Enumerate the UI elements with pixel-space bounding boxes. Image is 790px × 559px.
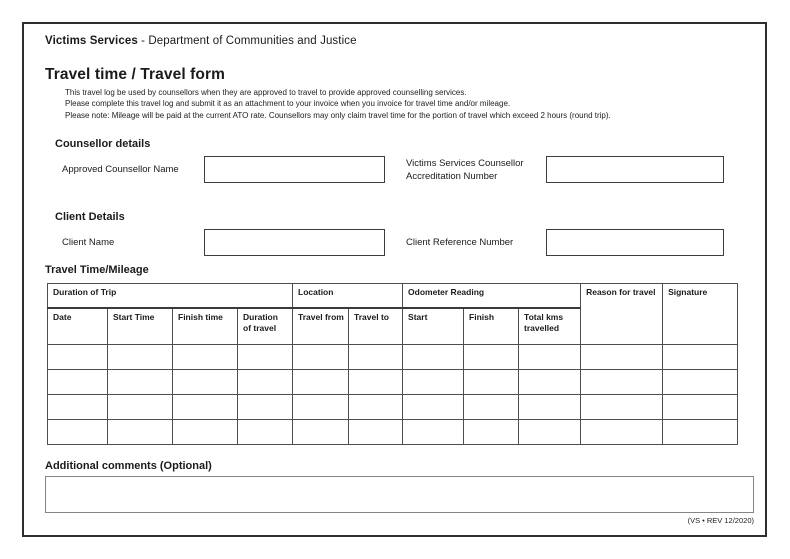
- travel-table-cell[interactable]: [519, 370, 581, 395]
- client-name-field[interactable]: [204, 229, 385, 256]
- travel-table-cell[interactable]: [663, 370, 738, 395]
- approved-counsellor-name-field[interactable]: [204, 156, 385, 183]
- revision-tag: (VS • REV 12/2020): [687, 516, 754, 526]
- travel-table-cell[interactable]: [349, 345, 403, 370]
- approved-counsellor-name-label: Approved Counsellor Name: [62, 164, 179, 176]
- travel-time-mileage-heading: Travel Time/Mileage: [45, 264, 149, 277]
- travel-table-cell[interactable]: [663, 345, 738, 370]
- column-travel-from: Travel from: [293, 308, 349, 345]
- client-details-section: [45, 211, 751, 256]
- travel-table-cell[interactable]: [108, 395, 173, 420]
- column-total-kms-travelled: Total kms travelled: [519, 308, 581, 345]
- column-finish-time: Finish time: [173, 308, 238, 345]
- travel-table-empty-row: [48, 345, 738, 370]
- travel-table-cell[interactable]: [581, 395, 663, 420]
- accreditation-label-line2: Accreditation Number: [406, 170, 498, 182]
- travel-table-cell[interactable]: [238, 420, 293, 445]
- column-group-duration-of-trip: Duration of Trip: [48, 284, 293, 308]
- travel-table-cell[interactable]: [464, 370, 519, 395]
- column-signature: Signature: [663, 284, 738, 345]
- travel-table-cell[interactable]: [238, 370, 293, 395]
- travel-time-mileage-section: [45, 264, 751, 445]
- form-page: [22, 22, 767, 537]
- travel-table-cell[interactable]: [519, 395, 581, 420]
- travel-table-cell[interactable]: [519, 420, 581, 445]
- instruction-line: Please complete this travel log and submit it as an attachment to your invoice when you invoice for travel time and/or mileage.: [65, 99, 511, 109]
- travel-table-cell[interactable]: [403, 420, 464, 445]
- travel-table-cell[interactable]: [108, 370, 173, 395]
- travel-table-cell[interactable]: [238, 345, 293, 370]
- travel-table-cell[interactable]: [238, 395, 293, 420]
- travel-table-cell[interactable]: [173, 420, 238, 445]
- counsellor-details-heading: Counsellor details: [55, 138, 151, 151]
- travel-table-cell[interactable]: [581, 370, 663, 395]
- travel-table-cell[interactable]: [173, 345, 238, 370]
- travel-table-cell[interactable]: [108, 420, 173, 445]
- travel-table-cell[interactable]: [108, 345, 173, 370]
- travel-table-cell[interactable]: [403, 370, 464, 395]
- counsellor-details-section: [45, 138, 751, 183]
- column-odometer-start: Start: [403, 308, 464, 345]
- travel-table-cell[interactable]: [293, 420, 349, 445]
- additional-comments-heading: Additional comments (Optional): [45, 460, 212, 473]
- instruction-line: This travel log be used by counsellors when they are approved to travel to provide approved counselling services.: [65, 88, 467, 97]
- travel-table-cell[interactable]: [293, 370, 349, 395]
- travel-table-empty-row: [48, 420, 738, 445]
- travel-table-cell[interactable]: [464, 345, 519, 370]
- org-name: Victims Services: [45, 35, 138, 47]
- travel-table-cell[interactable]: [581, 345, 663, 370]
- travel-table-cell[interactable]: [173, 395, 238, 420]
- column-odometer-finish: Finish: [464, 308, 519, 345]
- travel-table-cell[interactable]: [48, 420, 108, 445]
- accreditation-number-field[interactable]: [546, 156, 724, 183]
- instruction-line: Please note: Mileage will be paid at the current ATO rate. Counsellors may only claim travel time for the portion of travel which exceed 2 hours (round trip).: [65, 110, 611, 120]
- travel-table-cell[interactable]: [663, 395, 738, 420]
- travel-table-cell[interactable]: [349, 420, 403, 445]
- travel-table-cell[interactable]: [48, 395, 108, 420]
- column-group-odometer-reading: Odometer Reading: [403, 284, 581, 308]
- column-date: Date: [48, 308, 108, 345]
- client-reference-number-field[interactable]: [546, 229, 724, 256]
- travel-table-empty-row: [48, 370, 738, 395]
- travel-table-cell[interactable]: [519, 345, 581, 370]
- page-title: Travel time / Travel form: [45, 66, 225, 83]
- column-start-time: Start Time: [108, 308, 173, 345]
- travel-table-cell[interactable]: [663, 420, 738, 445]
- travel-table-cell[interactable]: [464, 420, 519, 445]
- travel-table-cell[interactable]: [464, 395, 519, 420]
- accreditation-number-label: [406, 157, 546, 183]
- travel-table-cell[interactable]: [293, 395, 349, 420]
- additional-comments-field[interactable]: [45, 476, 754, 513]
- travel-table: [47, 283, 738, 445]
- travel-table-empty-row: [48, 395, 738, 420]
- travel-table-cell[interactable]: [349, 395, 403, 420]
- additional-comments-section: [45, 460, 754, 526]
- column-reason-for-travel: Reason for travel: [581, 284, 663, 345]
- table-group-header-row: [48, 284, 738, 308]
- travel-table-cell[interactable]: [349, 370, 403, 395]
- travel-table-cell[interactable]: [403, 395, 464, 420]
- org-department: - Department of Communities and Justice: [137, 35, 357, 47]
- client-name-label: Client Name: [62, 237, 115, 249]
- client-details-heading: Client Details: [55, 211, 125, 224]
- client-reference-number-label: Client Reference Number: [406, 237, 514, 249]
- column-group-location: Location: [293, 284, 403, 308]
- travel-table-cell[interactable]: [173, 370, 238, 395]
- instructions: [65, 87, 751, 121]
- travel-table-cell[interactable]: [293, 345, 349, 370]
- travel-table-cell[interactable]: [581, 420, 663, 445]
- travel-table-cell[interactable]: [403, 345, 464, 370]
- column-travel-to: Travel to: [349, 308, 403, 345]
- accreditation-label-line1: Victims Services Counsellor: [406, 157, 524, 169]
- travel-table-cell[interactable]: [48, 370, 108, 395]
- org-header: [45, 35, 751, 47]
- column-duration-of-travel: Duration of travel: [238, 308, 293, 345]
- travel-table-cell[interactable]: [48, 345, 108, 370]
